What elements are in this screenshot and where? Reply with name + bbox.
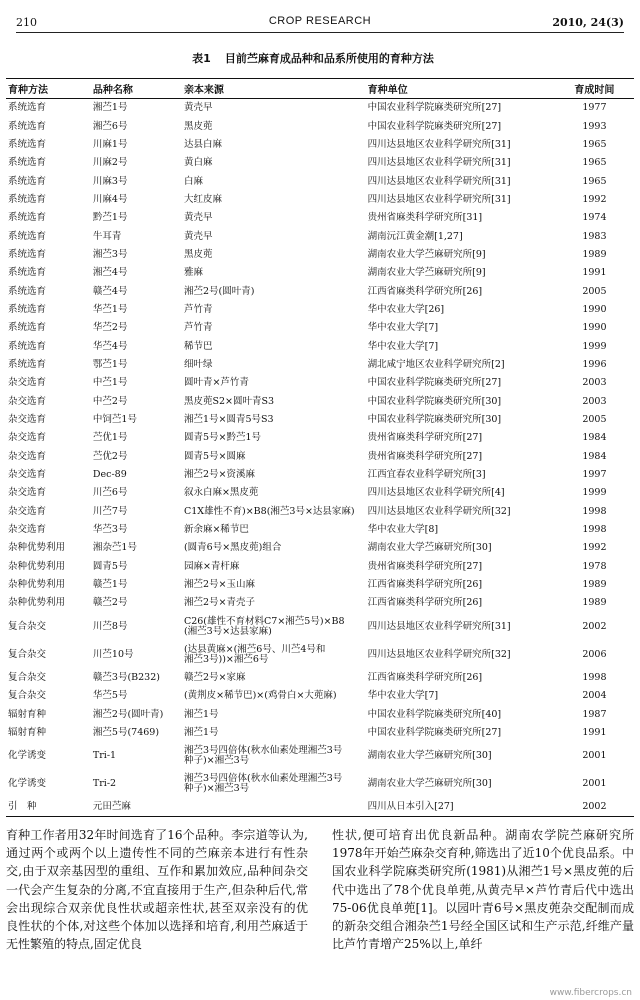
table-cell: 川苎8号	[92, 620, 128, 632]
table-cell: 1977	[582, 102, 607, 114]
table-cell: 四川从日本引入[27]	[366, 798, 555, 817]
table-cell: 复合杂交	[8, 648, 47, 660]
header-rule	[16, 32, 624, 33]
table-cell: (黄荆皮×稀节巴)×(鸡骨白×大蔸麻)	[183, 690, 337, 702]
table-row	[6, 539, 634, 557]
table-cell: 湘苎2号(圆叶青)	[92, 708, 164, 720]
table-cell: Tri-2	[92, 778, 117, 790]
table-cell: 川麻1号	[92, 138, 128, 150]
table-cell: 1965	[582, 175, 607, 187]
table-cell: 2004	[582, 690, 607, 702]
table-cell: 江西省麻类科学研究所[26]	[367, 285, 483, 297]
table-row	[6, 429, 634, 447]
table-title: 目前苎麻育成品种和品系所使用的育种方法	[224, 52, 434, 65]
table-row	[6, 319, 634, 337]
table-cell: Tri-1	[92, 750, 117, 762]
table-cell: 中国农业科学院麻类研究所[30]	[367, 395, 502, 407]
table-row	[6, 705, 634, 723]
table-cell: 大红皮麻	[183, 193, 222, 205]
table-row	[6, 687, 634, 705]
table-cell: 达县白麻	[183, 138, 222, 150]
table-label: 表1	[192, 52, 211, 65]
page-header	[16, 10, 624, 30]
table-cell: 系统选育	[8, 230, 47, 242]
column-header: 育种单位	[366, 79, 555, 99]
table-row	[6, 411, 634, 429]
table-cell: 川苎7号	[92, 505, 128, 517]
table-cell: 复合杂交	[8, 620, 47, 632]
table-cell: 1984	[582, 450, 607, 462]
table-cell: 杂种优势利用	[8, 579, 66, 591]
table-cell: 黄白麻	[183, 157, 213, 169]
table-cell: 华苎1号	[92, 303, 128, 315]
table-cell: 四川达县地区农业科学研究所[31]	[367, 620, 511, 632]
table-row	[6, 264, 634, 282]
table-cell: 杂种优势利用	[8, 560, 66, 572]
table-cell: (圆青6号×黑皮蔸)组合	[183, 542, 282, 554]
table-cell: 1989	[582, 248, 607, 260]
table-row	[6, 724, 634, 742]
table-cell: 系统选育	[8, 285, 47, 297]
table-cell: 1991	[582, 267, 607, 279]
table-cell: 辐射育种	[8, 726, 47, 738]
table-cell: 湘苎1号×圆青5号S3	[183, 414, 274, 426]
table-cell: 贵州省麻类科学研究所[31]	[367, 212, 483, 224]
table-cell: (达县黄麻×(湘苎6号、川苎4号和 湘苎3号))×湘苎6号	[183, 643, 326, 665]
table-body	[6, 99, 634, 817]
table-cell: 鄂苎1号	[92, 359, 128, 370]
table-cell: 辐射育种	[8, 708, 47, 720]
table-cell: Dec-89	[92, 469, 127, 481]
table-cell: 圆叶青×芦竹青	[183, 377, 249, 389]
table-cell: 1999	[582, 487, 607, 499]
table-cell: 白麻	[183, 175, 203, 187]
table-cell: 贵州省麻类科学研究所[27]	[367, 560, 483, 572]
table-cell: 2001	[582, 778, 607, 790]
table-cell: 1978	[582, 560, 607, 572]
table-cell: 湘苎4号	[92, 267, 128, 279]
table-cell	[182, 798, 366, 817]
table-cell: 苎优1号	[92, 432, 128, 444]
table-cell: 1991	[582, 726, 607, 738]
table-cell: 杂交选育	[8, 395, 47, 407]
table-cell: 细叶绿	[183, 359, 213, 370]
table-row	[6, 742, 634, 770]
table-cell: 贵州省麻类科学研究所[27]	[367, 432, 483, 444]
table-cell: 湖北咸宁地区农业科学研究所[2]	[367, 359, 505, 370]
table-row	[6, 246, 634, 264]
table-cell: 1990	[582, 322, 607, 334]
table-cell: 1997	[582, 469, 607, 481]
table-cell: 复合杂交	[8, 671, 47, 683]
table-cell: 杂交选育	[8, 469, 47, 481]
table-cell: 1998	[582, 505, 607, 517]
table-cell: 黑皮蔸	[183, 120, 213, 132]
table-cell: 湘苎5号(7469)	[92, 726, 160, 738]
page-number: 210	[16, 16, 37, 29]
table-row	[6, 117, 634, 135]
table-cell: 中国农业科学院麻类研究所[27]	[367, 102, 502, 114]
table-cell: 1992	[582, 542, 607, 554]
table-cell: 1984	[582, 432, 607, 444]
table-cell: 2005	[582, 414, 607, 426]
table-cell: 1993	[582, 120, 607, 132]
table-cell: 贵州省麻类科学研究所[27]	[367, 450, 483, 462]
table-cell: 湘苎1号	[183, 708, 219, 720]
table-cell: 1996	[582, 359, 607, 370]
table-cell: 湘苎2号×青壳子	[183, 597, 255, 609]
table-cell: 湘苎1号	[92, 102, 128, 114]
table-cell: 新余麻×稀节巴	[183, 524, 249, 536]
table-cell: 黑皮蔸	[183, 248, 213, 260]
table-row	[6, 466, 634, 484]
table-cell: 中苎2号	[92, 395, 128, 407]
table-cell: 系统选育	[8, 157, 47, 169]
table-cell: 黄壳早	[183, 230, 213, 242]
table-cell: 2002	[555, 798, 634, 817]
table-cell: 中国农业科学院麻类研究所[40]	[367, 708, 502, 720]
table-row	[6, 669, 634, 687]
table-cell: 2006	[582, 648, 607, 660]
journal-title: CROP RESEARCH	[268, 15, 372, 27]
table-cell: 赣苎2号×家麻	[183, 671, 246, 683]
table-cell: 川苎10号	[92, 648, 134, 660]
table-cell: 湘苎3号	[92, 248, 128, 260]
table-cell: 湖南农业大学苎麻研究所[9]	[367, 248, 486, 260]
table-cell: 华中农业大学[26]	[367, 303, 445, 315]
table-cell: 圆青5号×黔苎1号	[183, 432, 261, 444]
table-row	[6, 594, 634, 612]
table-row	[6, 282, 634, 300]
table-cell: 中饲苎1号	[92, 414, 137, 426]
table-cell: 四川达县地区农业科学研究所[31]	[367, 138, 511, 150]
table-row	[6, 356, 634, 374]
table-cell: 赣苎4号	[92, 285, 128, 297]
table-row	[6, 301, 634, 319]
table-cell: 华苎2号	[92, 322, 128, 334]
table-cell: 圆青5号×圆麻	[183, 450, 246, 462]
table-cell: 湘苎2号×玉山麻	[183, 579, 255, 591]
table-cell: 系统选育	[8, 120, 47, 132]
table-cell: 2002	[582, 620, 607, 632]
table-cell: 系统选育	[8, 193, 47, 205]
table-cell: 2005	[582, 285, 607, 297]
table-cell: C26(雄性不育材料C7×湘苎5号)×B8 (湘苎3号×达县家麻)	[183, 615, 345, 637]
table-cell: 赣苎1号	[92, 579, 128, 591]
table-cell: 叙永白麻×黑皮蔸	[183, 487, 259, 499]
table-cell: 湖南沅江黄金潮[1,27]	[367, 230, 463, 242]
table-row	[6, 227, 634, 245]
table-cell: 1965	[582, 138, 607, 150]
table-cell: 华苎3号	[92, 524, 128, 536]
table-row	[6, 613, 634, 641]
table-cell: 园麻×青杆麻	[183, 560, 240, 572]
table-cell: 湘杂苎1号	[92, 542, 137, 554]
column-header: 品种名称	[91, 79, 182, 99]
table-row	[6, 191, 634, 209]
table-cell: 杂交选育	[8, 377, 47, 389]
table-cell: 化学诱变	[8, 778, 47, 790]
table-cell: 1998	[582, 671, 607, 683]
table-cell: 1987	[582, 708, 607, 720]
table-cell: 中国农业科学院麻类研究所[27]	[367, 726, 502, 738]
breeding-table	[6, 78, 634, 817]
body-column-left: 育种工作者用32年时间选育了16个品种。李宗道等认为,通过两个或两个以上遗传性不同的苎麻亲本进行有性杂交,由于双亲基因型的重组、互作和累加效应,品种间杂交一代会产生复杂的分离,不宜直接用于生产,但杂种后代,常会出现综合双亲优良性状或超亲性状,甚至双亲没有的优良性状的个体,对这些个体加以选择和培育,利用苎麻适于无性繁殖的特点,固定优良	[6, 828, 308, 952]
table-row	[6, 99, 634, 118]
table-cell: 赣苎3号(B232)	[92, 671, 160, 683]
table-row	[6, 136, 634, 154]
table-row	[6, 558, 634, 576]
table-row	[6, 484, 634, 502]
table-cell: 赣苎2号	[92, 597, 128, 609]
table-cell: 系统选育	[8, 322, 47, 334]
table-cell: 四川达县地区农业科学研究所[32]	[367, 648, 511, 660]
table-cell: 中国农业科学院麻类研究所[27]	[367, 377, 502, 389]
table-row	[6, 154, 634, 172]
table-cell: 湘苎6号	[92, 120, 128, 132]
table-cell: 1989	[582, 579, 607, 591]
table-cell: 杂交选育	[8, 487, 47, 499]
table-cell: 化学诱变	[8, 750, 47, 762]
table-cell: 系统选育	[8, 102, 47, 114]
table-cell: 系统选育	[8, 359, 47, 370]
table-cell: 川苎6号	[92, 487, 128, 499]
table-cell: 华苎4号	[92, 340, 128, 352]
table-cell: 引 种	[6, 798, 91, 817]
table-cell: 湖南农业大学苎麻研究所[9]	[367, 267, 486, 279]
year-issue: 2010, 24(3)	[552, 16, 624, 29]
table-cell: 黄壳早	[183, 102, 213, 114]
table-row	[6, 576, 634, 594]
table-cell: 系统选育	[8, 138, 47, 150]
table-cell: 湘苎3号四倍体(秋水仙素处理湘苎3号 种子)×湘苎3号	[183, 745, 343, 766]
column-header: 亲本来源	[182, 79, 366, 99]
table-cell: 中国农业科学院麻类研究所[27]	[367, 120, 502, 132]
table-cell: 牛耳青	[92, 230, 122, 242]
table-cell: 系统选育	[8, 175, 47, 187]
table-row	[6, 172, 634, 190]
table-cell: 川麻4号	[92, 193, 128, 205]
table-cell: 1992	[582, 193, 607, 205]
column-header: 育成时间	[555, 79, 634, 99]
table-cell: 华中农业大学[7]	[367, 322, 439, 334]
table-cell: 杂交选育	[8, 432, 47, 444]
table-cell: 系统选育	[8, 267, 47, 279]
table-cell: 四川达县地区农业科学研究所[31]	[367, 193, 511, 205]
table-cell: 杂种优势利用	[8, 597, 66, 609]
table-cell: 2003	[582, 377, 607, 389]
table-cell: 湘苎3号四倍体(秋水仙素处理湘苎3号 种子)×湘苎3号	[183, 773, 343, 794]
table-caption	[0, 50, 640, 66]
table-cell: 四川达县地区农业科学研究所[4]	[367, 487, 505, 499]
column-header: 育种方法	[6, 79, 91, 99]
table-cell: 川麻3号	[92, 175, 128, 187]
table-cell: 圆青5号	[92, 560, 128, 572]
table-cell: 芦竹青	[183, 303, 213, 315]
table-cell: 四川达县地区农业科学研究所[32]	[367, 505, 511, 517]
table-cell: 湘苎2号(圆叶青)	[183, 285, 255, 297]
table-cell: 系统选育	[8, 212, 47, 224]
table-cell: 湘苎2号×资溪麻	[183, 469, 255, 481]
table-cell: 元田苎麻	[91, 798, 182, 817]
table-row	[6, 798, 634, 817]
table-cell: 湖南农业大学苎麻研究所[30]	[367, 750, 492, 762]
table-cell: 雅麻	[183, 267, 203, 279]
watermark: www.fibercrops.cn	[549, 988, 632, 998]
table-cell: 系统选育	[8, 248, 47, 260]
table-row	[6, 448, 634, 466]
table-row	[6, 521, 634, 539]
table-cell: 华中农业大学[8]	[367, 524, 439, 536]
table-row	[6, 393, 634, 411]
table-cell: 1974	[582, 212, 607, 224]
table-row	[6, 209, 634, 227]
table-cell: 杂交选育	[8, 524, 47, 536]
table-header-row	[6, 79, 634, 99]
table-cell: 湖南农业大学苎麻研究所[30]	[367, 542, 492, 554]
table-cell: 1983	[582, 230, 607, 242]
table-cell: 中国农业科学院麻类研究所[30]	[367, 414, 502, 426]
body-column-right: 性状,便可培育出优良新品种。湖南农学院苎麻研究所1978年开始苎麻杂交育种,筛选出了近10个优良品系。中国农业科学院麻类研究所(1981)从湘苎1号×黑皮蔸的后代中选出了78个优良单蔸,从黄壳早×芦竹青后代中选出75-06优良单蔸[1]。以园叶青6号×黑皮蔸杂交配制而成的新杂交组合湘杂苎1号经全国区试和生产示范,纤维产量比芦竹青增产25%以上,单纤	[332, 828, 634, 952]
table-cell: 1999	[582, 340, 607, 352]
table-cell: 1965	[582, 157, 607, 169]
table-cell: 四川达县地区农业科学研究所[31]	[367, 157, 511, 169]
table-cell: 1998	[582, 524, 607, 536]
table-cell: 江西省麻类科学研究所[26]	[367, 579, 483, 591]
table-cell: 系统选育	[8, 340, 47, 352]
table-cell: 中苎1号	[92, 377, 128, 389]
table-cell: 江西省麻类科学研究所[26]	[367, 597, 483, 609]
table-cell: 2001	[582, 750, 607, 762]
table-cell: 湖南农业大学苎麻研究所[30]	[367, 778, 492, 790]
table-cell: 湘苎1号	[183, 726, 219, 738]
table-cell: 稀节巴	[183, 340, 213, 352]
table-cell: 杂交选育	[8, 414, 47, 426]
table-cell: C1X雄性不育)×B8(湘苎3号×达县家麻)	[183, 505, 355, 517]
table-cell: 杂交选育	[8, 450, 47, 462]
table-cell: 杂交选育	[8, 505, 47, 517]
table-row	[6, 770, 634, 798]
table-cell: 芦竹青	[183, 322, 213, 334]
table-cell: 四川达县地区农业科学研究所[31]	[367, 175, 511, 187]
table-cell: 杂种优势利用	[8, 542, 66, 554]
table-cell: 华中农业大学[7]	[367, 340, 439, 352]
table-cell: 系统选育	[8, 303, 47, 315]
table-row	[6, 374, 634, 392]
table-row	[6, 503, 634, 521]
table-cell: 复合杂交	[8, 690, 47, 702]
table-row	[6, 337, 634, 355]
table-cell: 1990	[582, 303, 607, 315]
table-cell: 江西宜春农业科学研究所[3]	[367, 469, 486, 481]
table-cell: 川麻2号	[92, 157, 128, 169]
table-cell: 江西省麻类科学研究所[26]	[367, 671, 483, 683]
table-cell: 苎优2号	[92, 450, 128, 462]
body-text	[6, 826, 634, 1000]
table-cell: 黑皮蔸S2×圆叶青S3	[183, 395, 275, 407]
table-cell: 黄壳早	[183, 212, 213, 224]
table-row	[6, 641, 634, 669]
table-cell: 华中农业大学[7]	[367, 690, 439, 702]
table-cell: 1989	[582, 597, 607, 609]
table-cell: 华苎5号	[92, 690, 128, 702]
table-cell: 2003	[582, 395, 607, 407]
table-cell: 黔苎1号	[92, 212, 128, 224]
